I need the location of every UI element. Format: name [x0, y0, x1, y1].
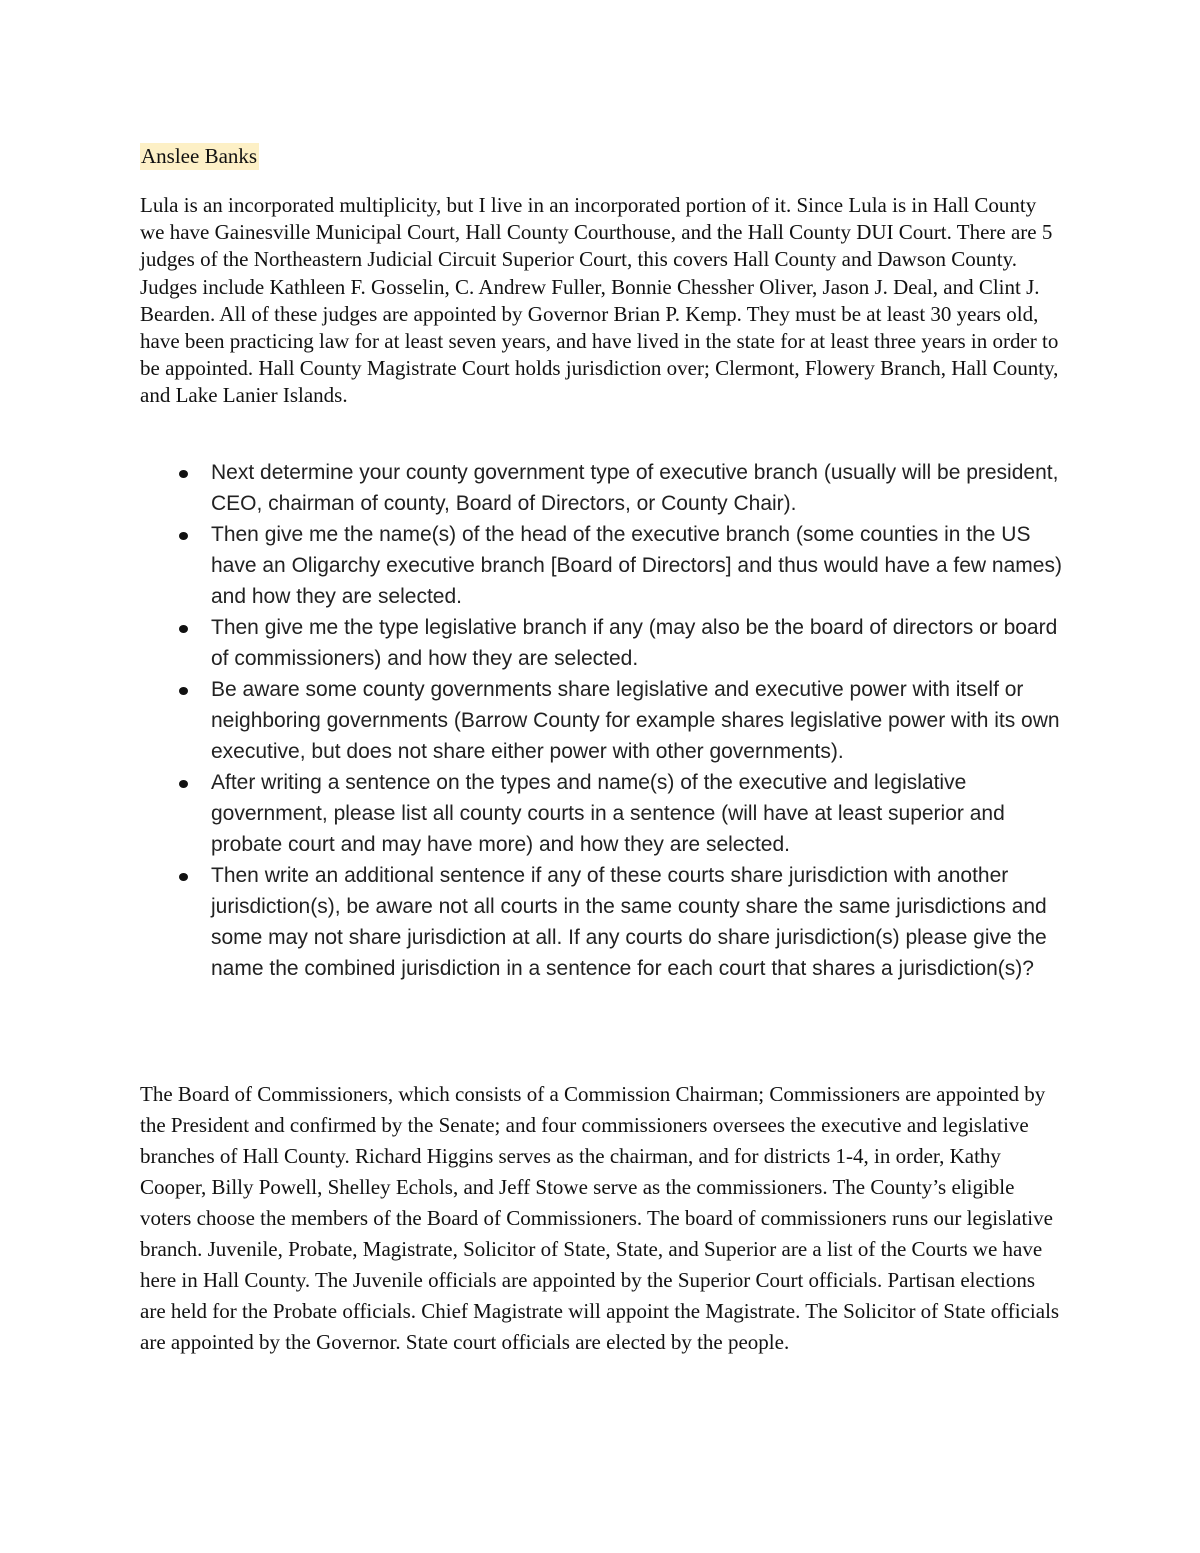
author-name: Anslee Banks: [141, 144, 258, 168]
instruction-item: [211, 519, 1071, 612]
instruction-item: [211, 767, 1071, 860]
answer-paragraph: The Board of Commissioners, which consists of a Commission Chairman; Commissioners are appointed by the President and confirmed by the Senate; and four commissioners oversees the executive and legislative branches of Hall County. Richard Higgins serves as the chairman, and for districts 1-4, in order, Kathy Cooper, Billy Powell, Shelley Echols, and Jeff Stowe serve as the commissioners. The County’s eligible voters choose the members of the Board of Commissioners. The board of commissioners runs our legislative branch. Juvenile, Probate, Magistrate, Solicitor of State, State, and Superior are a list of the Courts we have here in Hall County. The Juvenile officials are appointed by the Superior Court officials. Partisan elections are held for the Probate officials. Chief Magistrate will appoint the Magistrate. The Solicitor of State officials are appointed by the Governor. State court officials are elected by the people.: [140, 1082, 1060, 1354]
instruction-text: After writing a sentence on the types and name(s) of the executive and legislative government, please list all county courts in a sentence (will have at least superior and probate court and may have more) and how they are selected.: [211, 771, 1005, 856]
intro-paragraph: Lula is an incorporated multiplicity, but I live in an incorporated portion of it. Since Lula is in Hall County we have Gainesville Municipal Court, Hall County Courthouse, and the Hall County DUI Court. There are 5 judges of the Northeastern Judicial Circuit Superior Court, this covers Hall County and Dawson County. Judges include Kathleen F. Gosselin, C. Andrew Fuller, Bonnie Chessher Oliver, Jason J. Deal, and Clint J. Bearden. All of these judges are appointed by Governor Brian P. Kemp. They must be at least 30 years old, have been practicing law for at least seven years, and have lived in the state for at least three years in order to be appointed. Hall County Magistrate Court holds jurisdiction over; Clermont, Flowery Branch, Hall County, and Lake Lanier Islands.: [140, 193, 1059, 408]
instruction-text: Then give me the type legislative branch if any (may also be the board of directors or board of commissioners) and how they are selected.: [211, 616, 1058, 670]
instruction-text: Next determine your county government type of executive branch (usually will be president, CEO, chairman of county, Board of Directors, or County Chair).: [211, 461, 1059, 515]
instruction-text: Be aware some county governments share legislative and executive power with itself or neighboring governments (Barrow County for example shares legislative power with its own executive, but does not share either power with other governments).: [211, 678, 1060, 763]
instruction-item: [211, 860, 1071, 984]
instruction-text: Then write an additional sentence if any of these courts share jurisdiction with another jurisdiction(s), be aware not all courts in the same county share the same jurisdictions and some may not share jurisdiction at all. If any courts do share jurisdiction(s) please give the name the combined jurisdiction in a sentence for each court that shares a jurisdiction(s)?: [211, 864, 1047, 980]
bullet-icon: [179, 687, 188, 695]
instruction-text: Then give me the name(s) of the head of the executive branch (some counties in the US have an Oligarchy executive branch [Board of Directors] and thus would have a few names) and how they are selected.: [211, 523, 1062, 608]
bullet-icon: [179, 470, 188, 478]
bullet-icon: [179, 780, 188, 788]
bullet-icon: [179, 532, 188, 540]
bullet-icon: [179, 625, 188, 633]
instruction-item: [211, 612, 1071, 674]
instruction-item: [211, 674, 1071, 767]
bullet-icon: [179, 873, 188, 881]
instruction-item: [211, 457, 1071, 519]
instructions-list: [211, 457, 1071, 984]
